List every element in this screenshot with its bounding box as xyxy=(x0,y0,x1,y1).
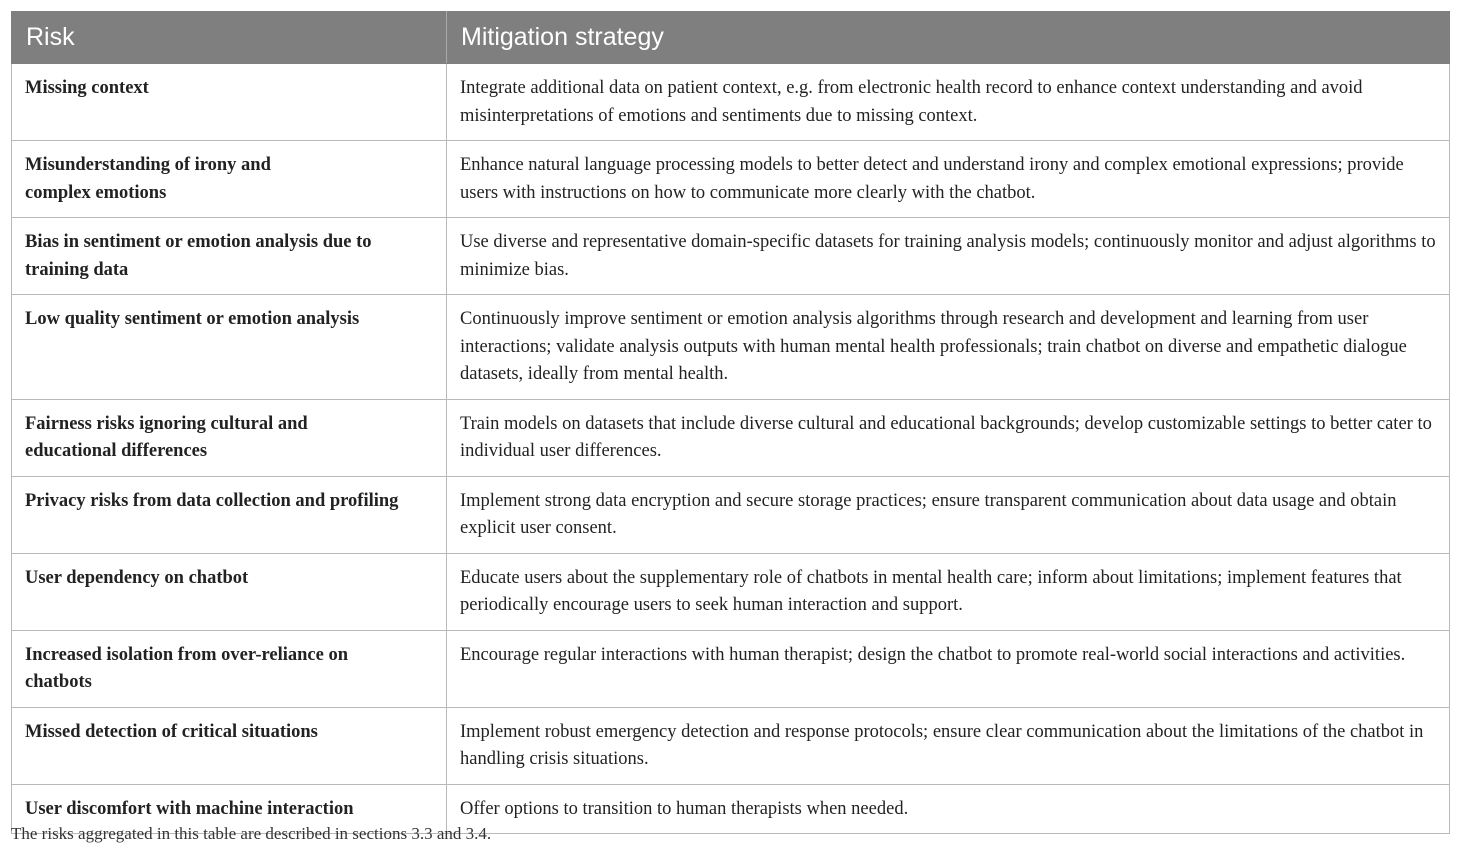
table-row xyxy=(12,141,1450,218)
risk-text: Increased isolation from over-reliance on chatbots xyxy=(25,644,349,692)
table-row xyxy=(12,630,1450,707)
risk-cell xyxy=(12,630,447,707)
table-row xyxy=(12,553,1450,630)
risk-cell: Bias in sentiment or emotion analysis due to training data xyxy=(12,218,447,295)
table-body xyxy=(12,64,1450,834)
header-risk: Risk xyxy=(12,12,447,64)
mitigation-cell: Implement robust emergency detection and response protocols; ensure clear communication about the limitations of the chatbot in handling crisis situations. xyxy=(447,707,1450,784)
risk-mitigation-table xyxy=(11,11,1450,834)
header-mitigation-strategy: Mitigation strategy xyxy=(447,12,1450,64)
mitigation-cell: Enhance natural language processing models to better detect and understand irony and complex emotional expressions; provide users with instructions on how to communicate more clearly with the chatbot. xyxy=(447,141,1450,218)
mitigation-cell: Offer options to transition to human therapists when needed. xyxy=(447,784,1450,834)
mitigation-cell: Implement strong data encryption and secure storage practices; ensure transparent communication about data usage and obtain explicit user consent. xyxy=(447,476,1450,553)
table-row xyxy=(12,64,1450,141)
risk-mitigation-table-container xyxy=(11,11,1449,834)
header-row xyxy=(12,12,1450,64)
risk-text: Misunderstanding of irony and complex emotions xyxy=(25,155,271,203)
risk-cell: Missed detection of critical situations xyxy=(12,707,447,784)
table-row xyxy=(12,476,1450,553)
risk-cell: Low quality sentiment or emotion analysis xyxy=(12,295,447,400)
mitigation-cell: Use diverse and representative domain-specific datasets for training analysis models; continuously monitor and adjust algorithms to minimize bias. xyxy=(447,218,1450,295)
risk-cell: Missing context xyxy=(12,64,447,141)
mitigation-cell: Encourage regular interactions with human therapist; design the chatbot to promote real-world social interactions and activities. xyxy=(447,630,1450,707)
mitigation-cell: Integrate additional data on patient context, e.g. from electronic health record to enhance context understanding and avoid misinterpretations of emotions and sentiments due to missing context. xyxy=(447,64,1450,141)
table-row xyxy=(12,218,1450,295)
risk-cell: User discomfort with machine interaction xyxy=(12,784,447,834)
table-row xyxy=(12,707,1450,784)
table-footnote: The risks aggregated in this table are described in sections 3.3 and 3.4. xyxy=(11,824,492,843)
risk-text: Fairness risks ignoring cultural and educational differences xyxy=(25,413,308,461)
risk-cell xyxy=(12,399,447,476)
mitigation-cell: Train models on datasets that include diverse cultural and educational backgrounds; develop customizable settings to better cater to individual user differences. xyxy=(447,399,1450,476)
risk-cell: Privacy risks from data collection and profiling xyxy=(12,476,447,553)
table-row xyxy=(12,399,1450,476)
mitigation-cell: Continuously improve sentiment or emotion analysis algorithms through research and development and learning from user interactions; validate analysis outputs with human mental health professionals; train chatbot on diverse and empathetic dialogue datasets, ideally from mental health. xyxy=(447,295,1450,400)
mitigation-cell: Educate users about the supplementary role of chatbots in mental health care; inform about limitations; implement features that periodically encourage users to seek human interaction and support. xyxy=(447,553,1450,630)
table-row xyxy=(12,295,1450,400)
risk-cell: User dependency on chatbot xyxy=(12,553,447,630)
table-header xyxy=(12,12,1450,64)
risk-cell xyxy=(12,141,447,218)
